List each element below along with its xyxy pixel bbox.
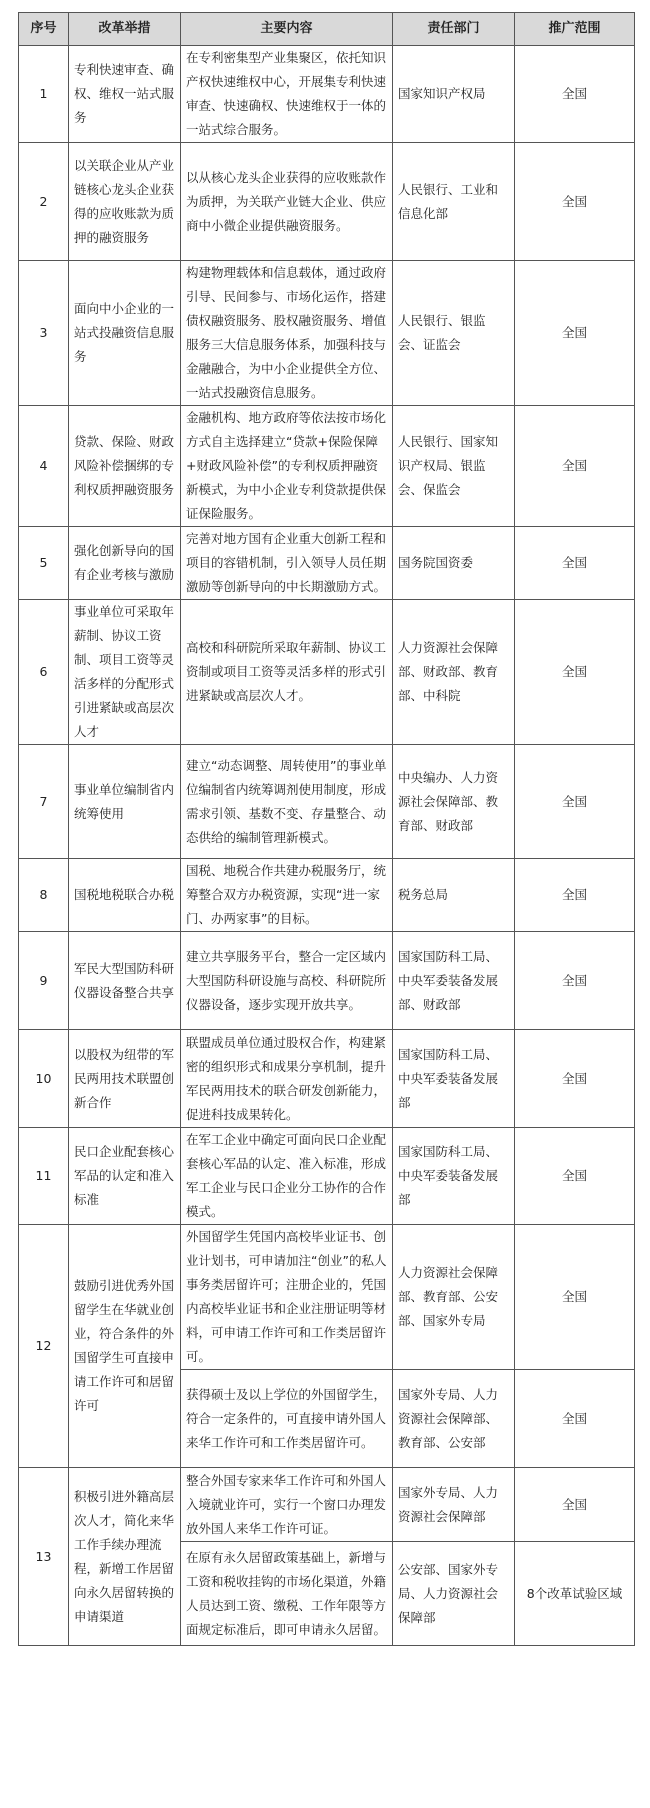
main-content: 在军工企业中确定可面向民口企业配套核心军品的认定、准入标准，形成军工企业与民口企业分工协作的合作模式。 [181,1128,393,1225]
main-content: 国税、地税合作共建办税服务厅，统筹整合双方办税资源，实现“进一家门、办两家事”的目标。 [181,859,393,932]
table-row [19,932,635,1030]
row-number: 10 [19,1030,69,1128]
responsible-department: 国家知识产权局 [393,46,515,143]
main-content: 以从核心龙头企业获得的应收账款作为质押，为关联产业链大企业、供应商中小微企业提供融资服务。 [181,143,393,261]
responsible-department: 国家国防科工局、中央军委装备发展部 [393,1030,515,1128]
promotion-scope: 全国 [515,261,635,406]
table-row [19,1030,635,1128]
row-number: 5 [19,527,69,600]
promotion-scope: 全国 [515,859,635,932]
row-number: 1 [19,46,69,143]
reform-measures-table [18,12,635,1646]
row-number: 9 [19,932,69,1030]
header-scope: 推广范围 [515,13,635,46]
responsible-department: 国家外专局、人力资源社会保障部、教育部、公安部 [393,1370,515,1468]
responsible-department: 国家外专局、人力资源社会保障部 [393,1468,515,1542]
reform-measure: 以股权为纽带的军民两用技术联盟创新合作 [69,1030,181,1128]
main-content: 外国留学生凭国内高校毕业证书、创业计划书，可申请加注“创业”的私人事务类居留许可；注册企业的，凭国内高校毕业证书和企业注册证明等材料，可申请工作许可和工作类居留许可。 [181,1225,393,1370]
table-row [19,1128,635,1225]
promotion-scope: 全国 [515,1225,635,1370]
promotion-scope: 全国 [515,1030,635,1128]
reform-measure: 军民大型国防科研仪器设备整合共享 [69,932,181,1030]
promotion-scope: 全国 [515,1370,635,1468]
responsible-department: 人力资源社会保障部、教育部、公安部、国家外专局 [393,1225,515,1370]
main-content: 金融机构、地方政府等依法按市场化方式自主选择建立“贷款+保险保障+财政风险补偿”的专利权质押融资新模式，为中小企业专利贷款提供保证保险服务。 [181,406,393,527]
main-content: 完善对地方国有企业重大创新工程和项目的容错机制，引入领导人员任期激励等创新导向的中长期激励方式。 [181,527,393,600]
responsible-department: 中央编办、人力资源社会保障部、教育部、财政部 [393,745,515,859]
responsible-department: 人力资源社会保障部、财政部、教育部、中科院 [393,600,515,745]
reform-measure: 民口企业配套核心军品的认定和准入标准 [69,1128,181,1225]
main-content: 构建物理载体和信息载体，通过政府引导、民间参与、市场化运作，搭建债权融资服务、股权融资服务、增值服务三大信息服务体系，加强科技与金融融合，为中小企业提供全方位、一站式投融资信息服务。 [181,261,393,406]
main-content: 高校和科研院所采取年薪制、协议工资制或项目工资等灵活多样的形式引进紧缺或高层次人才。 [181,600,393,745]
reform-measure: 事业单位编制省内统筹使用 [69,745,181,859]
reform-measure: 以关联企业从产业链核心龙头企业获得的应收账款为质押的融资服务 [69,143,181,261]
promotion-scope: 全国 [515,745,635,859]
main-content: 整合外国专家来华工作许可和外国人入境就业许可，实行一个窗口办理发放外国人来华工作许可证。 [181,1468,393,1542]
row-number: 3 [19,261,69,406]
row-number: 7 [19,745,69,859]
table-row [19,745,635,859]
table-row [19,859,635,932]
row-number: 11 [19,1128,69,1225]
promotion-scope: 全国 [515,932,635,1030]
header-content: 主要内容 [181,13,393,46]
row-number: 2 [19,143,69,261]
responsible-department: 人民银行、银监会、证监会 [393,261,515,406]
reform-measure: 贷款、保险、财政风险补偿捆绑的专利权质押融资服务 [69,406,181,527]
main-content: 联盟成员单位通过股权合作，构建紧密的组织形式和成果分享机制，提升军民两用技术的联合研发创新能力，促进科技成果转化。 [181,1030,393,1128]
responsible-department: 国务院国资委 [393,527,515,600]
promotion-scope: 全国 [515,527,635,600]
reform-measure: 事业单位可采取年薪制、协议工资制、项目工资等灵活多样的分配形式引进紧缺或高层次人才 [69,600,181,745]
row-number: 6 [19,600,69,745]
table-row [19,1468,635,1542]
promotion-scope: 全国 [515,46,635,143]
promotion-scope: 全国 [515,1128,635,1225]
table-row [19,406,635,527]
header-department: 责任部门 [393,13,515,46]
main-content: 在专利密集型产业集聚区，依托知识产权快速维权中心，开展集专利快速审查、快速确权、快速维权于一体的一站式综合服务。 [181,46,393,143]
table-body [19,46,635,1646]
reform-measure: 鼓励引进优秀外国留学生在华就业创业，符合条件的外国留学生可直接申请工作许可和居留许可 [69,1225,181,1468]
header-number: 序号 [19,13,69,46]
table-row [19,527,635,600]
reform-measure: 强化创新导向的国有企业考核与激励 [69,527,181,600]
row-number: 13 [19,1468,69,1646]
reform-measure: 国税地税联合办税 [69,859,181,932]
row-number: 12 [19,1225,69,1468]
promotion-scope: 全国 [515,600,635,745]
reform-measure: 专利快速审查、确权、维权一站式服务 [69,46,181,143]
main-content: 建立“动态调整、周转使用”的事业单位编制省内统筹调剂使用制度，形成需求引领、基数不变、存量整合、动态供给的编制管理新模式。 [181,745,393,859]
header-measure: 改革举措 [69,13,181,46]
responsible-department: 国家国防科工局、中央军委装备发展部、财政部 [393,932,515,1030]
header-row [19,13,635,46]
responsible-department: 税务总局 [393,859,515,932]
responsible-department: 人民银行、国家知识产权局、银监会、保监会 [393,406,515,527]
table-row [19,1225,635,1370]
responsible-department: 国家国防科工局、中央军委装备发展部 [393,1128,515,1225]
promotion-scope: 全国 [515,406,635,527]
promotion-scope: 全国 [515,1468,635,1542]
responsible-department: 公安部、国家外专局、人力资源社会保障部 [393,1542,515,1646]
table-row [19,143,635,261]
main-content: 在原有永久居留政策基础上，新增与工资和税收挂钩的市场化渠道，外籍人员达到工资、缴税、工作年限等方面规定标准后，即可申请永久居留。 [181,1542,393,1646]
reform-measure: 面向中小企业的一站式投融资信息服务 [69,261,181,406]
responsible-department: 人民银行、工业和信息化部 [393,143,515,261]
table-row [19,261,635,406]
promotion-scope: 全国 [515,143,635,261]
promotion-scope: 8个改革试验区域 [515,1542,635,1646]
table-row [19,600,635,745]
table-row [19,46,635,143]
main-content: 获得硕士及以上学位的外国留学生，符合一定条件的，可直接申请外国人来华工作许可和工作类居留许可。 [181,1370,393,1468]
reform-measure: 积极引进外籍高层次人才，简化来华工作手续办理流程，新增工作居留向永久居留转换的申请渠道 [69,1468,181,1646]
row-number: 4 [19,406,69,527]
row-number: 8 [19,859,69,932]
main-content: 建立共享服务平台，整合一定区域内大型国防科研设施与高校、科研院所仪器设备，逐步实现开放共享。 [181,932,393,1030]
